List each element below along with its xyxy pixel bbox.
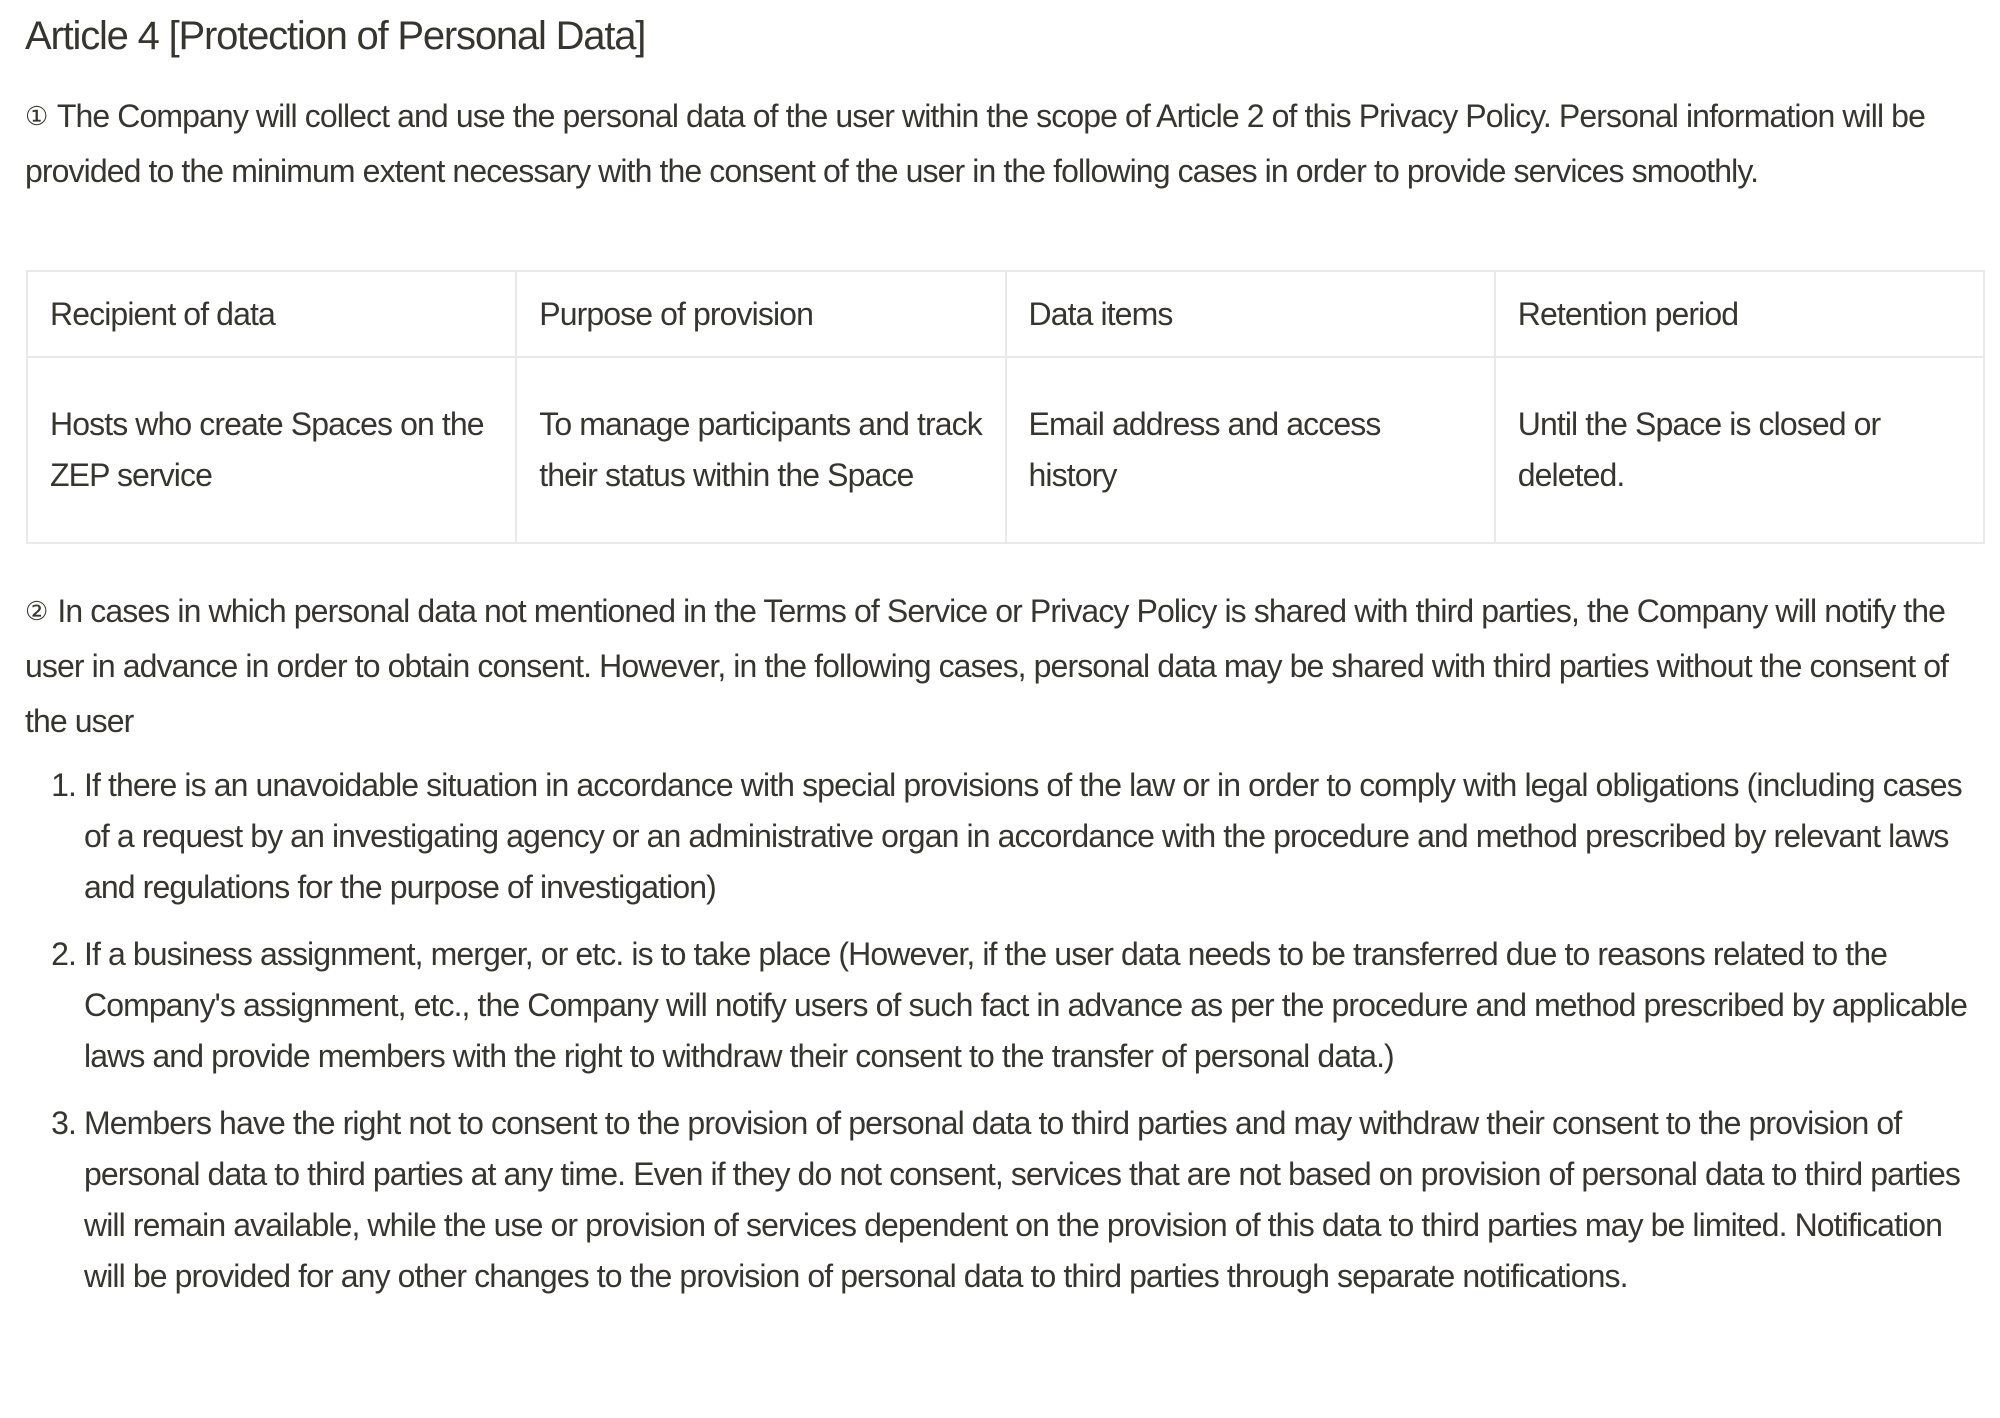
paragraph-1-text: The Company will collect and use the personal data of the user within the scope of Article 2 of this Privacy Policy. Personal information will be provided to the minimum extent necessary with the consent of the user in the following cases in order to provide services smoothly. <box>25 98 1925 189</box>
circled-one-marker: ① <box>25 101 48 131</box>
list-item: 3. Members have the right not to consent to the provision of personal data to third parties and may withdraw their consent to the provision of personal data to third parties at any time. Even if they do not consent, services that are not based on provision of personal data to third parties will remain available, while the use or provision of services dependent on the provision of this data to third parties may be limited. Notification will be provided for any other changes to the provision of personal data to third parties through separate notifications. <box>84 1098 1984 1302</box>
header-recipient: Recipient of data <box>27 271 516 357</box>
table-header-row <box>27 271 1984 357</box>
header-purpose: Purpose of provision <box>516 271 1005 357</box>
article-title: Article 4 [Protection of Personal Data] <box>25 14 646 58</box>
data-sharing-table <box>26 270 1985 544</box>
circled-two-marker: ② <box>25 596 48 626</box>
table-row <box>27 357 1984 543</box>
header-retention: Retention period <box>1495 271 1984 357</box>
cell-recipient: Hosts who create Spaces on the ZEP service <box>27 357 516 543</box>
list-item: 2. If a business assignment, merger, or etc. is to take place (However, if the user data needs to be transferred due to reasons related to the Company's assignment, etc., the Company will notify users of such fact in advance as per the procedure and method prescribed by applicable laws and provide members with the right to withdraw their consent to the transfer of personal data.) <box>84 929 1984 1082</box>
paragraph-2-text: In cases in which personal data not mentioned in the Terms of Service or Privacy Policy is shared with third parties, the Company will notify the user in advance in order to obtain consent. However, in the following cases, personal data may be shared with third parties without the consent of the user <box>25 593 1949 739</box>
cell-retention: Until the Space is closed or deleted. <box>1495 357 1984 543</box>
exceptions-list <box>0 760 1984 1318</box>
list-item: 1. If there is an unavoidable situation in accordance with special provisions of the law or in order to comply with legal obligations (including cases of a request by an investigating agency or an administrative organ in accordance with the procedure and method prescribed by relevant laws and regulations for the purpose of investigation) <box>84 760 1984 913</box>
cell-data-items: Email address and access history <box>1006 357 1495 543</box>
header-data-items: Data items <box>1006 271 1495 357</box>
paragraph-1 <box>25 89 1985 199</box>
cell-purpose: To manage participants and track their status within the Space <box>516 357 1005 543</box>
paragraph-2 <box>25 584 1985 749</box>
